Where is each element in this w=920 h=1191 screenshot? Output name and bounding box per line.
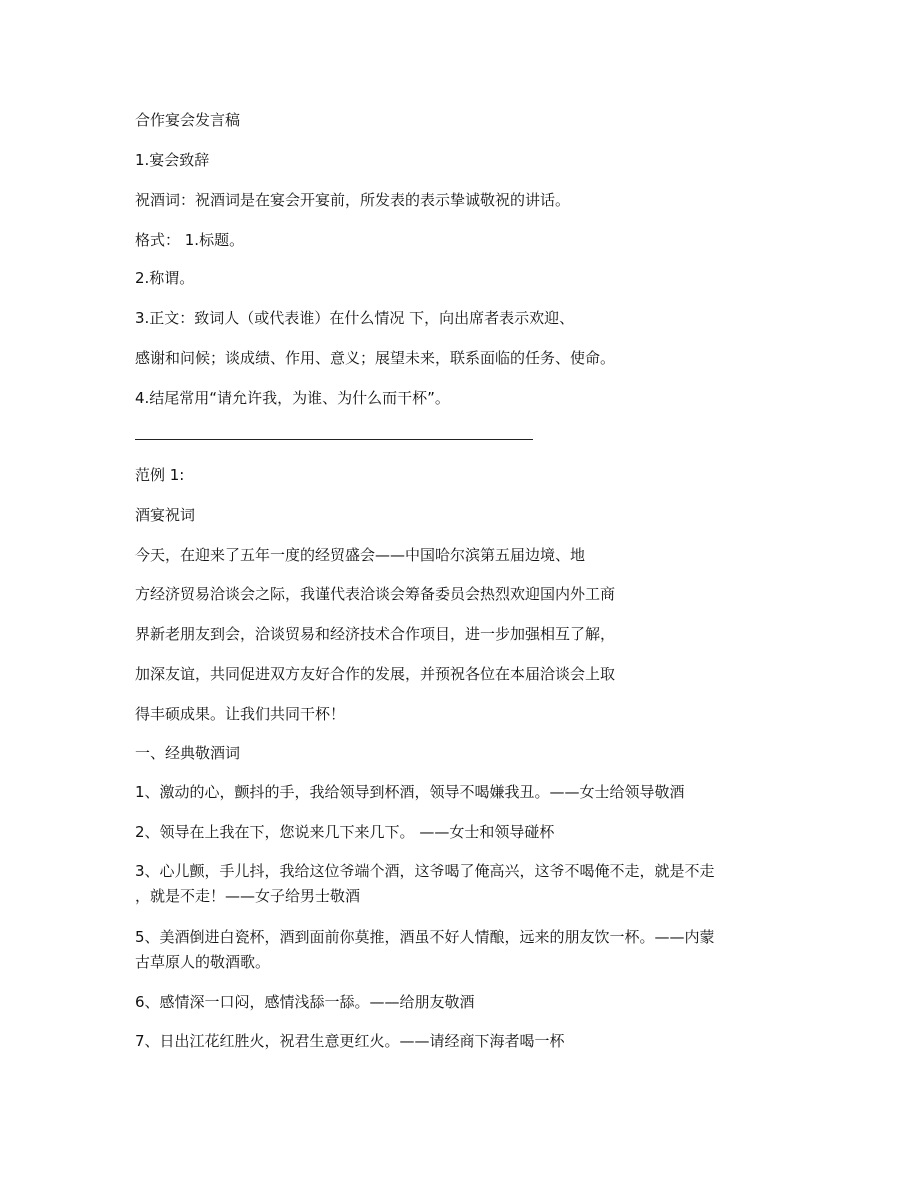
document-title: 合作宴会发言稿 xyxy=(135,111,241,129)
example-line: 得丰硕成果。让我们共同干杯！ xyxy=(135,705,346,723)
toast-item: 5、美酒倒进白瓷杯，酒到面前你莫推，酒虽不好人情酿，远来的朋友饮一杯。——内蒙 xyxy=(135,928,715,946)
example-line: 方经济贸易洽谈会之际，我谨代表洽谈会筹备委员会热烈欢迎国内外工商 xyxy=(135,585,616,603)
toasts-heading: 一、经典敬酒词 xyxy=(135,744,241,762)
toast-item: 2、领导在上我在下，您说来几下来几下。 ——女士和领导碰杯 xyxy=(135,823,555,841)
toast-item: 1、激动的心，颤抖的手，我给领导到杯酒，领导不喝嫌我丑。——女士给领导敬酒 xyxy=(135,783,685,801)
toast-item: 7、日出江花红胜火，祝君生意更红火。——请经商下海者喝一杯 xyxy=(135,1032,565,1050)
toast-item-continuation: 古草原人的敬酒歌。 xyxy=(135,953,271,971)
section-heading: 1.宴会致辞 xyxy=(135,151,210,169)
toast-item: 3、心儿颤，手儿抖，我给这位爷端个酒，这爷喝了俺高兴，这爷不喝俺不走，就是不走 xyxy=(135,862,715,880)
example-line: 界新老朋友到会，洽谈贸易和经济技术合作项目，进一步加强相互了解， xyxy=(135,625,616,643)
example-line: 今天，在迎来了五年一度的经贸盛会——中国哈尔滨第五届边境、地 xyxy=(135,546,586,564)
toast-item: 6、感情深一口闷，感情浅舔一舔。——给朋友敬酒 xyxy=(135,993,475,1011)
format-item-continuation: 感谢和问候；谈成绩、作用、意义；展望未来，联系面临的任务、使命。 xyxy=(135,349,616,367)
toast-item-continuation: ，就是不走！——女子给男士敬酒 xyxy=(135,887,361,905)
example-line: 加深友谊，共同促进双方友好合作的发展，并预祝各位在本届洽谈会上取 xyxy=(135,665,616,683)
example-title: 酒宴祝词 xyxy=(135,506,196,524)
definition-paragraph: 祝酒词：祝酒词是在宴会开宴前，所发表的表示挚诚敬祝的讲话。 xyxy=(135,191,571,209)
format-label: 格式： 1.标题。 xyxy=(135,231,245,249)
format-item: 3.正文：致词人（或代表谁）在什么情况 下，向出席者表示欢迎、 xyxy=(135,309,575,327)
horizontal-divider xyxy=(135,439,533,440)
example-label: 范例 1: xyxy=(135,466,185,484)
format-item: 4.结尾常用“请允许我，为谁、为什么而干杯”。 xyxy=(135,389,450,407)
format-item: 2.称谓。 xyxy=(135,269,195,287)
